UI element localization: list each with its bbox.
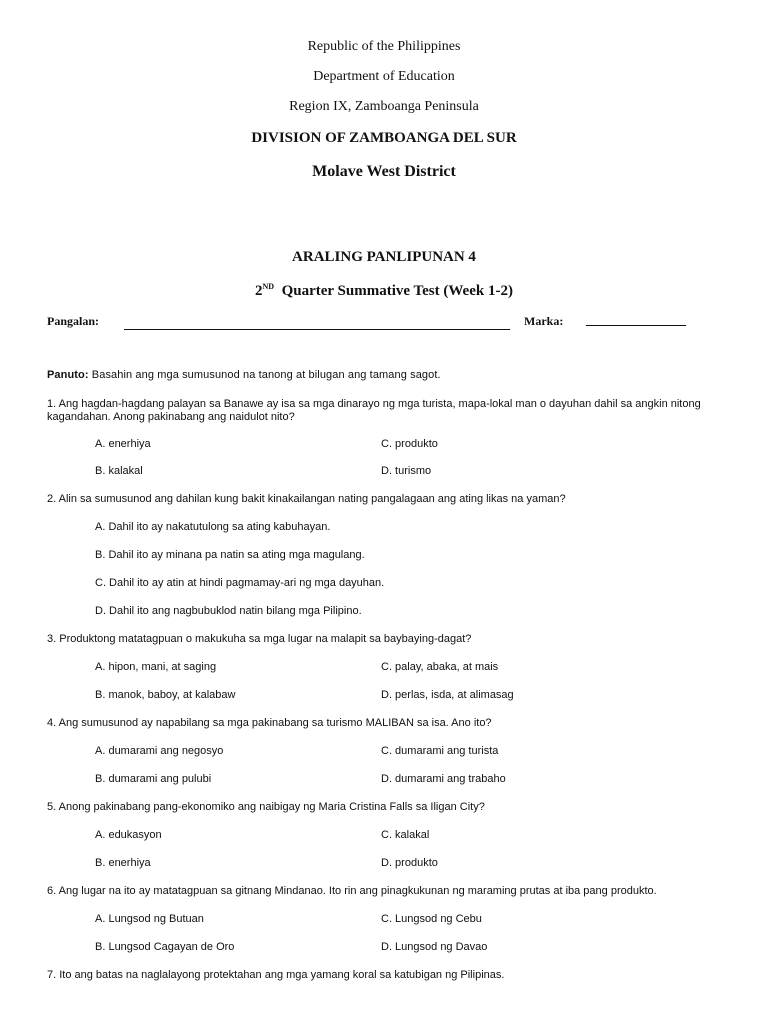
q1-option-d[interactable]: D. turismo bbox=[381, 465, 432, 477]
name-label: Pangalan: bbox=[47, 314, 100, 328]
header-region: Region IX, Zamboanga Peninsula bbox=[289, 99, 479, 114]
q6-option-d[interactable]: D. Lungsod ng Davao bbox=[381, 941, 488, 953]
question-1: 1. Ang hagdan-hagdang palayan sa Banawe ay isa sa mga dinarayo ng mga turista, mapa-lokal man o dayuhan dahil sa angkin nitong kagandahan. Anong pakinabang ang naidulot nito? bbox=[47, 398, 701, 423]
q4-option-a[interactable]: A. dumarami ang negosyo bbox=[95, 745, 224, 757]
q6-option-c[interactable]: C. Lungsod ng Cebu bbox=[381, 913, 482, 925]
q3-option-d[interactable]: D. perlas, isda, at alimasag bbox=[381, 689, 514, 701]
header-district: Molave West District bbox=[312, 163, 456, 180]
quarter-test-title: Quarter Summative Test (Week 1-2) bbox=[281, 283, 513, 299]
question-2: 2. Alin sa sumusunod ang dahilan kung bakit kinakailangan nating pangalagaan ang ating likas na yaman? bbox=[47, 493, 566, 505]
q4-option-d[interactable]: D. dumarami ang trabaho bbox=[381, 773, 506, 785]
q3-option-b[interactable]: B. manok, baboy, at kalabaw bbox=[95, 689, 236, 701]
name-field[interactable] bbox=[124, 329, 510, 330]
q1-option-b[interactable]: B. kalakal bbox=[95, 465, 143, 477]
quarter-suffix: ND bbox=[262, 282, 275, 291]
score-field[interactable] bbox=[586, 325, 686, 326]
subject-title: ARALING PANLIPUNAN 4 bbox=[292, 249, 476, 265]
question-7: 7. Ito ang batas na naglalayong protektahan ang mga yamang koral sa katubigan ng Pilipinas. bbox=[47, 969, 505, 981]
question-4: 4. Ang sumusunod ay napabilang sa mga pakinabang sa turismo MALIBAN sa isa. Ano ito? bbox=[47, 717, 492, 729]
question-6: 6. Ang lugar na ito ay matatagpuan sa gitnang Mindanao. Ito rin ang pinagkukunan ng maraming prutas at iba pang produkto. bbox=[47, 885, 657, 897]
instructions bbox=[47, 369, 441, 381]
q2-option-a[interactable]: A. Dahil ito ay nakatutulong sa ating kabuhayan. bbox=[95, 521, 331, 533]
instructions-text: Basahin ang mga sumusunod na tanong at bilugan ang tamang sagot. bbox=[91, 369, 441, 381]
q6-option-a[interactable]: A. Lungsod ng Butuan bbox=[95, 913, 204, 925]
q4-option-c[interactable]: C. dumarami ang turista bbox=[381, 745, 499, 757]
q4-option-b[interactable]: B. dumarami ang pulubi bbox=[95, 773, 212, 785]
instructions-label: Panuto: bbox=[47, 369, 89, 381]
quarter-number: 2 bbox=[255, 283, 263, 299]
q5-option-d[interactable]: D. produkto bbox=[381, 857, 438, 869]
q2-option-d[interactable]: D. Dahil ito ang nagbubuklod natin bilang mga Pilipino. bbox=[95, 605, 362, 617]
q3-option-c[interactable]: C. palay, abaka, at mais bbox=[381, 661, 499, 673]
q6-option-b[interactable]: B. Lungsod Cagayan de Oro bbox=[95, 941, 235, 953]
score-label: Marka: bbox=[524, 314, 564, 328]
q1-option-a[interactable]: A. enerhiya bbox=[95, 438, 151, 450]
header-department: Department of Education bbox=[313, 69, 455, 84]
header-republic: Republic of the Philippines bbox=[307, 39, 461, 54]
question-3: 3. Produktong matatagpuan o makukuha sa mga lugar na malapit sa baybaying-dagat? bbox=[47, 633, 472, 645]
q5-option-b[interactable]: B. enerhiya bbox=[95, 857, 151, 869]
q5-option-a[interactable]: A. edukasyon bbox=[95, 829, 162, 841]
q5-option-c[interactable]: C. kalakal bbox=[381, 829, 430, 841]
test-title bbox=[0, 282, 768, 300]
question-5: 5. Anong pakinabang pang-ekonomiko ang naibigay ng Maria Cristina Falls sa Iligan City? bbox=[47, 801, 485, 813]
q1-option-c[interactable]: C. produkto bbox=[381, 438, 438, 450]
q2-option-c[interactable]: C. Dahil ito ay atin at hindi pagmamay-ari ng mga dayuhan. bbox=[95, 577, 385, 589]
header-division: DIVISION OF ZAMBOANGA DEL SUR bbox=[251, 130, 517, 146]
q3-option-a[interactable]: A. hipon, mani, at saging bbox=[95, 661, 217, 673]
q2-option-b[interactable]: B. Dahil ito ay minana pa natin sa ating mga magulang. bbox=[95, 549, 365, 561]
